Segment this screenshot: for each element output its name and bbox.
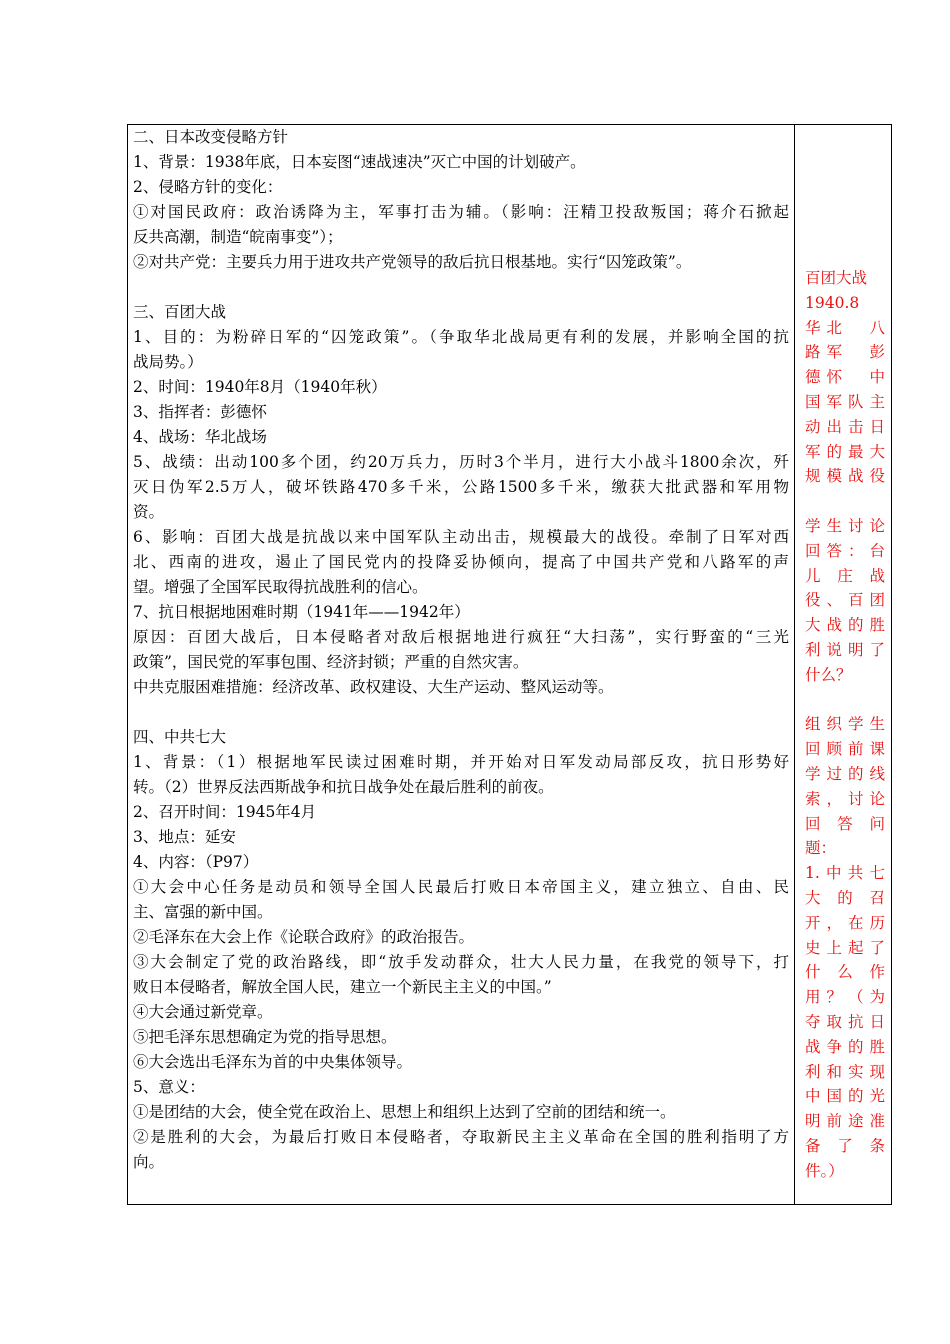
note-line: 百团大战	[805, 269, 868, 287]
text-line: 2、召开时间：1945年4月	[133, 803, 317, 821]
text-line: 转。（2）世界反法西斯战争和抗日战争处在最后胜利的前夜。	[133, 778, 554, 796]
note-line: 规模战役	[805, 467, 885, 486]
text-line: 3、指挥者：彭德怀	[133, 403, 267, 421]
note-line: 儿庄战	[805, 566, 885, 585]
text-line: 四、中共七大	[133, 728, 227, 746]
text-line: 5、意义：	[133, 1078, 205, 1096]
note-line: 大战的胜	[805, 616, 885, 635]
note-line: 开，在历	[805, 913, 885, 932]
text-line: 4、战场：华北战场	[133, 428, 267, 446]
text-line: ②毛泽东在大会上作《论联合政府》的政治报告。	[133, 928, 475, 946]
note-line: 组织学生	[805, 715, 885, 734]
note-line: 什么？	[805, 665, 852, 684]
note-line: 战争的胜	[805, 1037, 885, 1056]
note-line: 德怀 中	[805, 368, 885, 387]
note-line: 大的召	[805, 888, 885, 907]
note-line: 回答：台	[805, 541, 885, 560]
text-line: 资。	[133, 503, 165, 521]
note-line: 军的最大	[805, 442, 885, 461]
text-line: 1、背景：1938年底，日本妄图“速战速决”灭亡中国的计划破产。	[133, 153, 586, 171]
note-line: 学过的线	[805, 764, 885, 783]
teaching-notes-column	[805, 266, 885, 1183]
text-line: 战局势。）	[133, 353, 203, 371]
text-line: 败日本侵略者，解放全国人民，建立一个新民主主义的中国。”	[133, 978, 552, 996]
note-line: 什么作	[805, 963, 885, 982]
text-line: 中共克服困难措施：经济改革、政权建设、大生产运动、整风运动等。	[133, 678, 614, 696]
text-line: 二、日本改变侵略方针	[133, 128, 289, 146]
blank-line	[805, 489, 885, 514]
text-line: 北、西南的进攻，遏止了国民党内的投降妥协倾向，提高了中国共产党和八路军的声	[133, 553, 789, 571]
note-line: 利说明了	[805, 640, 885, 659]
note-line: 动出击日	[805, 417, 885, 436]
text-line: ③大会制定了党的政治路线，即“放手发动群众，壮大人民力量，在我党的领导下，打	[133, 953, 789, 971]
note-line: 中国的光	[805, 1087, 885, 1106]
text-line: 5、战绩：出动100多个团，约20万兵力，历时3个半月，进行大小战斗1800余次，歼	[133, 453, 789, 471]
text-line: ⑥大会选出毛泽东为首的中央集体领导。	[133, 1053, 413, 1071]
text-line: 原因：百团大战后，日本侵略者对敌后根据地进行疯狂“大扫荡”，实行野蛮的“三光	[133, 628, 789, 646]
text-line: 6、影响：百团大战是抗战以来中国军队主动出击，规模最大的战役。牵制了日军对西	[133, 528, 789, 546]
text-line: 望。增强了全国军民取得抗战胜利的信心。	[133, 578, 428, 596]
text-line: ⑤把毛泽东思想确定为党的指导思想。	[133, 1028, 397, 1046]
text-line: 1、背景：（1）根据地军民读过困难时期，并开始对日军发动局部反攻，抗日形势好	[133, 753, 789, 771]
note-line: 华北 八	[805, 318, 885, 337]
note-line: 役、百团	[805, 591, 885, 610]
text-line: 三、百团大战	[133, 303, 227, 321]
column-divider	[794, 124, 795, 1205]
text-line: 1、目的：为粉碎日军的“囚笼政策”。（争取华北战局更有利的发展，并影响全国的抗	[133, 328, 789, 346]
note-line: 路军 彭	[805, 343, 885, 362]
text-line: ②对共产党：主要兵力用于进攻共产党领导的敌后抗日根基地。实行“囚笼政策”。	[133, 253, 692, 271]
note-line: 件。）	[805, 1161, 844, 1180]
note-line: 备了条	[805, 1136, 885, 1155]
text-line: ②是胜利的大会，为最后打败日本侵略者，夺取新民主主义革命在全国的胜利指明了方	[133, 1128, 789, 1146]
text-line: ④大会通过新党章。	[133, 1003, 273, 1021]
text-line: 灭日伪军2.5万人，破坏铁路470多千米，公路1500多千米，缴获大批武器和军用物	[133, 478, 789, 496]
text-line: 向。	[133, 1153, 165, 1171]
text-line: 2、侵略方针的变化：	[133, 178, 283, 196]
blank-line	[805, 688, 885, 713]
blank-line	[133, 700, 789, 725]
note-line: 利和实现	[805, 1062, 885, 1081]
text-line: 主、富强的新中国。	[133, 903, 273, 921]
content-column	[133, 125, 789, 1175]
text-line: 3、地点：延安	[133, 828, 236, 846]
note-line: 回答问	[805, 814, 885, 833]
note-line: 明前途准	[805, 1112, 885, 1131]
text-line: ①大会中心任务是动员和领导全国人民最后打败日本帝国主义，建立独立、自由、民	[133, 878, 789, 896]
note-line: 回顾前课	[805, 740, 885, 759]
note-line: 学生讨论	[805, 516, 885, 535]
text-line: 政策”，国民党的军事包围、经济封锁；严重的自然灾害。	[133, 653, 529, 671]
note-line: 夺取抗日	[805, 1012, 885, 1031]
note-line: 1.中共七	[805, 864, 885, 883]
text-line: ①是团结的大会，使全党在政治上、思想上和组织上达到了空前的团结和统一。	[133, 1103, 676, 1121]
text-line: ①对国民政府：政治诱降为主，军事打击为辅。（影响：汪精卫投敌叛国；蒋介石掀起	[133, 203, 789, 221]
note-line: 题：	[805, 839, 837, 858]
note-line: 1940.8	[805, 293, 860, 312]
note-line: 用？（为	[805, 988, 885, 1007]
note-line: 索，讨论	[805, 789, 885, 808]
note-line: 史上起了	[805, 938, 885, 957]
text-line: 4、内容：（P97）	[133, 853, 259, 871]
text-line: 反共高潮，制造“皖南事变”）；	[133, 228, 343, 246]
note-line: 国军队主	[805, 392, 885, 411]
text-line: 7、抗日根据地困难时期（1941年——1942年）	[133, 603, 470, 621]
text-line: 2、时间：1940年8月（1940年秋）	[133, 378, 387, 396]
blank-line	[133, 275, 789, 300]
